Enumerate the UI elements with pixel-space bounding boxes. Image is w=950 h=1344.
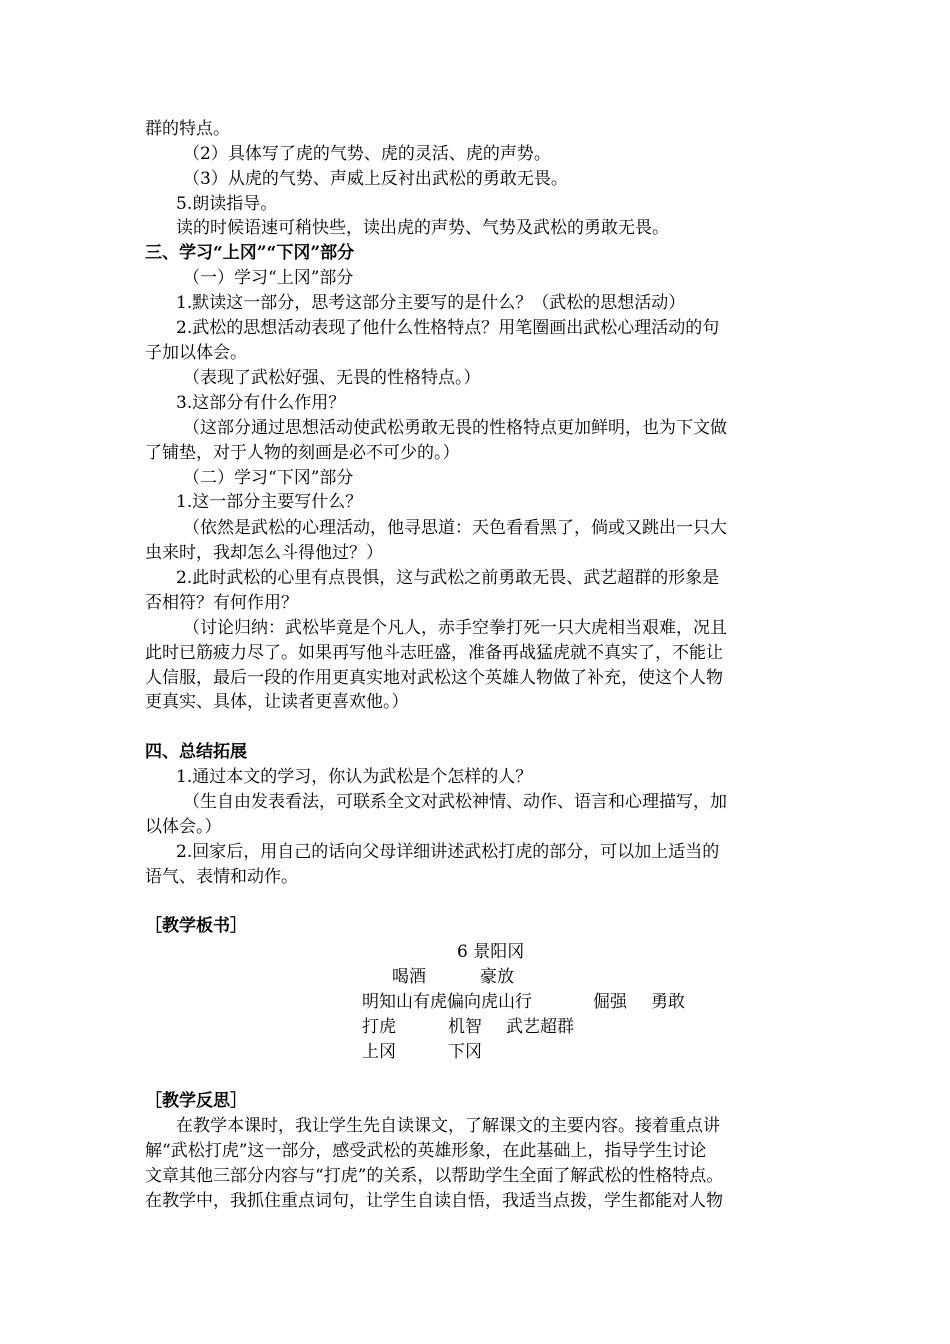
paragraph-line: （2）具体写了虎的气势、虎的灵活、虎的声势。 xyxy=(183,144,551,164)
board-item: 打虎 xyxy=(362,1017,396,1037)
paragraph-line: 在教学本课时，我让学生先自读课文，了解课文的主要内容。接着重点讲 xyxy=(176,1116,720,1136)
paragraph-line: 子加以体会。 xyxy=(145,343,247,363)
paragraph-line: 1.通过本文的学习，你认为武松是个怎样的人？ xyxy=(176,767,533,787)
paragraph-line: （生自由发表看法，可联系全文对武松神情、动作、语言和心理描写，加 xyxy=(183,792,727,812)
paragraph-line: 在教学中，我抓住重点词句，让学生自读自悟，我适当点拨，学生都能对人物 xyxy=(145,1191,723,1211)
paragraph-line: 否相符？有何作用？ xyxy=(145,593,298,613)
paragraph-line: （3）从虎的气势、声威上反衬出武松的勇敢无畏。 xyxy=(183,169,568,189)
paragraph-line: 以体会。） xyxy=(145,817,222,837)
reflection-heading: ［教学反思］ xyxy=(145,1091,247,1111)
board-heading: ［教学板书］ xyxy=(145,916,247,936)
board-item: 明知山有虎偏向虎山行 xyxy=(362,992,532,1012)
section-heading: 四、总结拓展 xyxy=(145,742,247,762)
paragraph-line: 更真实、具体，让读者更喜欢他。） xyxy=(145,692,409,712)
board-item: 倔强 xyxy=(593,992,627,1012)
board-title: 6 景阳冈 xyxy=(457,942,525,962)
paragraph-line: 2.此时武松的心里有点畏惧，这与武松之前勇敢无畏、武艺超群的形象是 xyxy=(176,568,720,588)
paragraph-line: 3.这部分有什么作用？ xyxy=(176,393,346,413)
paragraph-line: 1.默读这一部分，思考这部分主要写的是什么？（武松的思想活动） xyxy=(176,293,686,313)
paragraph-line: 语气、表情和动作。 xyxy=(145,867,298,887)
board-item: 武艺超群 xyxy=(506,1017,574,1037)
paragraph-line: 5.朗读指导。 xyxy=(176,194,278,214)
paragraph-line: 2.回家后，用自己的话向父母详细讲述武松打虎的部分，可以加上适当的 xyxy=(176,842,720,862)
board-item: 喝酒 xyxy=(392,967,426,987)
board-item: 勇敢 xyxy=(651,992,685,1012)
paragraph-line: 1.这一部分主要写什么？ xyxy=(176,492,363,512)
section-heading: 三、学习“上冈”“下冈”部分 xyxy=(145,243,355,263)
paragraph-line: 2.武松的思想活动表现了他什么性格特点？用笔圈画出武松心理活动的句 xyxy=(176,318,720,338)
paragraph-line: 虫来时，我却怎么斗得他过？） xyxy=(145,543,383,563)
board-item: 下冈 xyxy=(448,1042,482,1062)
paragraph-line: 了铺垫，对于人物的刻画是必不可少的。） xyxy=(145,443,460,463)
paragraph-line: 读的时候语速可稍快些，读出虎的声势、气势及武松的勇敢无畏。 xyxy=(176,218,669,238)
paragraph-line: 解“武松打虎”这一部分，感受武松的英雄形象，在此基础上，指导学生讨论 xyxy=(145,1141,707,1161)
paragraph-line: （讨论归纳：武松毕竟是个凡人，赤手空拳打死一只大虎相当艰难，况且 xyxy=(183,618,727,638)
board-item: 机智 xyxy=(448,1017,482,1037)
board-item: 上冈 xyxy=(362,1042,396,1062)
board-item: 豪放 xyxy=(480,967,514,987)
paragraph-line: 人信服，最后一段的作用更真实地对武松这个英雄人物做了补充，使这个人物 xyxy=(145,668,723,688)
paragraph-line: （依然是武松的心理活动，他寻思道：天色看看黑了，倘或又跳出一只大 xyxy=(183,518,727,538)
subsection-heading: （一）学习“上冈”部分 xyxy=(183,268,354,288)
paragraph-line: 文章其他三部分内容与“打虎”的关系，以帮助学生全面了解武松的性格特点。 xyxy=(145,1166,724,1186)
paragraph-line: 此时已筋疲力尽了。如果再写他斗志旺盛，准备再战猛虎就不真实了，不能让 xyxy=(145,643,723,663)
subsection-heading: （二）学习“下冈”部分 xyxy=(183,468,354,488)
paragraph-line: 群的特点。 xyxy=(145,119,230,139)
paragraph-line: （这部分通过思想活动使武松勇敢无畏的性格特点更加鲜明，也为下文做 xyxy=(183,418,727,438)
paragraph-line: （表现了武松好强、无畏的性格特点。） xyxy=(183,368,481,388)
